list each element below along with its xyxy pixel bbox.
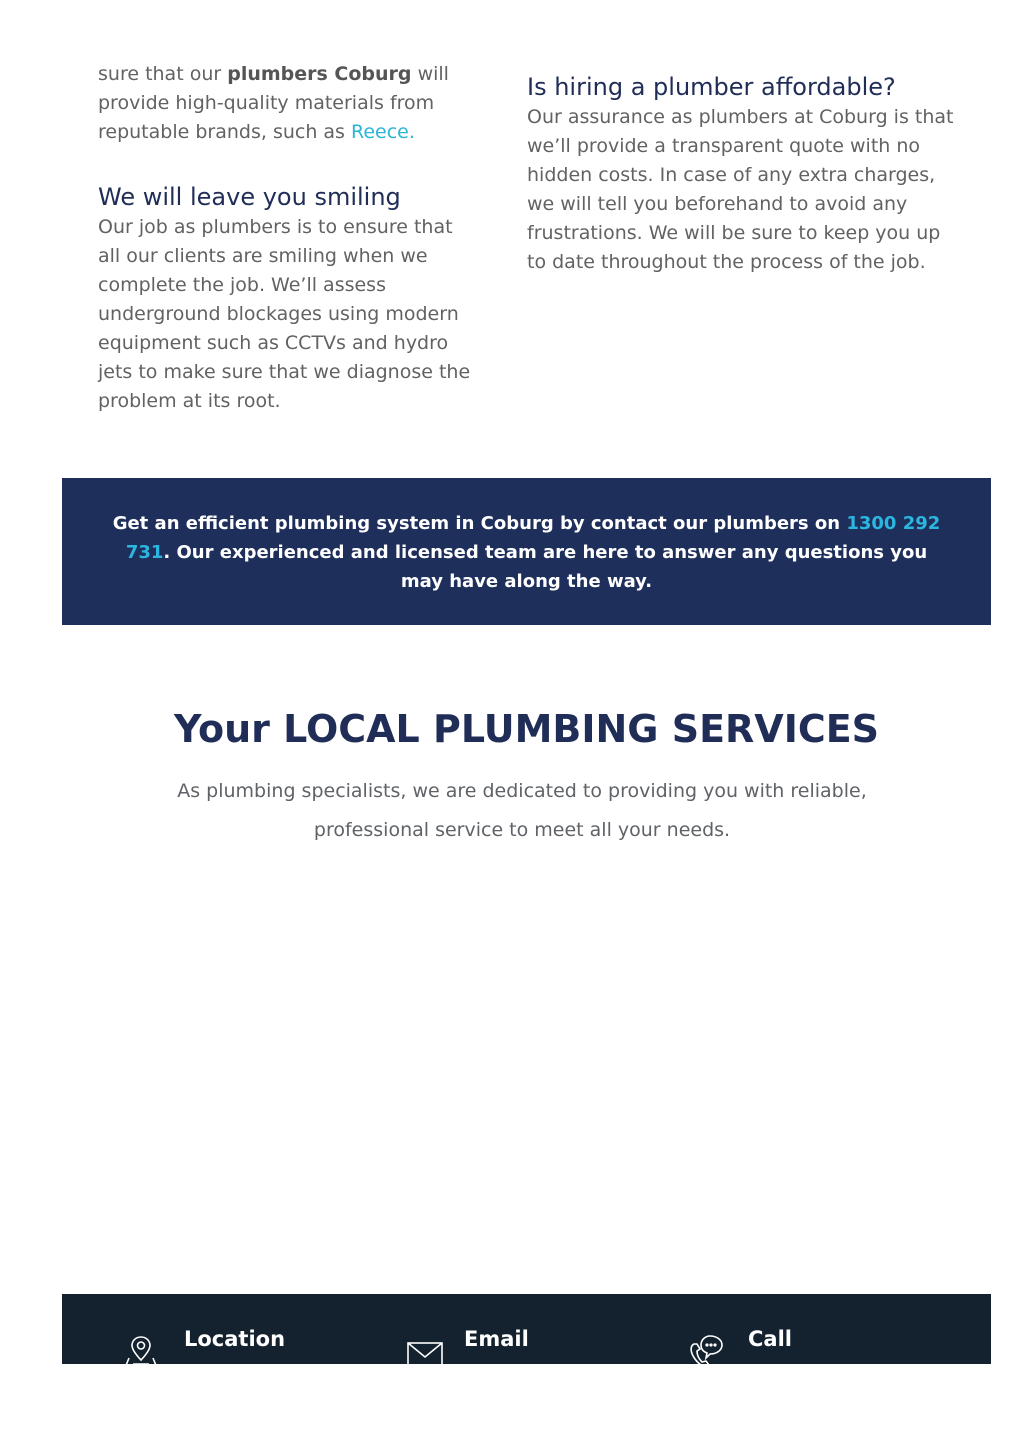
right-column [527, 71, 959, 277]
location-label: Location [184, 1327, 286, 1351]
envelope-icon [406, 1340, 444, 1364]
phone-link[interactable]: 1300 292 731 [125, 513, 941, 563]
contact-banner: Get an efficient plumbing system in Coburg by contact our plumbers on 1300 292 731. Our experienced and licensed team are here to answer any questions you may have along the way. [62, 478, 991, 625]
footer-contact-bar [62, 1294, 991, 1364]
email-label: Email [464, 1327, 529, 1351]
reece-link[interactable]: Reece [351, 121, 409, 143]
phone-chat-icon [686, 1334, 728, 1364]
smiling-body: Our job as plumbers is to ensure that all our clients are smiling when we complete the job. We’ll assess underground blockages using modern equipment such as CCTVs and hydro jets to make sure that we diagnose the problem at its root. [98, 216, 471, 412]
affordable-heading: Is hiring a plumber affordable? [527, 73, 896, 101]
affordable-body: Our assurance as plumbers at Coburg is that we’ll provide a transparent quote with no hidden costs. In case of any extra charges, we will tell you beforehand to avoid any frustrations. We will be sure to keep you up to date throughout the process of the job. [527, 106, 954, 273]
services-title: Your LOCAL PLUMBING SERVICES [173, 707, 880, 751]
intro-paragraph: sure that our plumbers Coburg will provide high-quality materials from reputable brands, such as Reece. [98, 63, 449, 143]
call-label: Call [748, 1327, 792, 1351]
location-pin-icon [122, 1334, 160, 1364]
smiling-heading: We will leave you smiling [98, 183, 401, 211]
services-subtitle: As plumbing specialists, we are dedicated to providing you with reliable, professional service to meet all your needs. [177, 780, 867, 841]
left-column [98, 60, 478, 416]
intro-bold-text: plumbers Coburg [227, 63, 412, 85]
